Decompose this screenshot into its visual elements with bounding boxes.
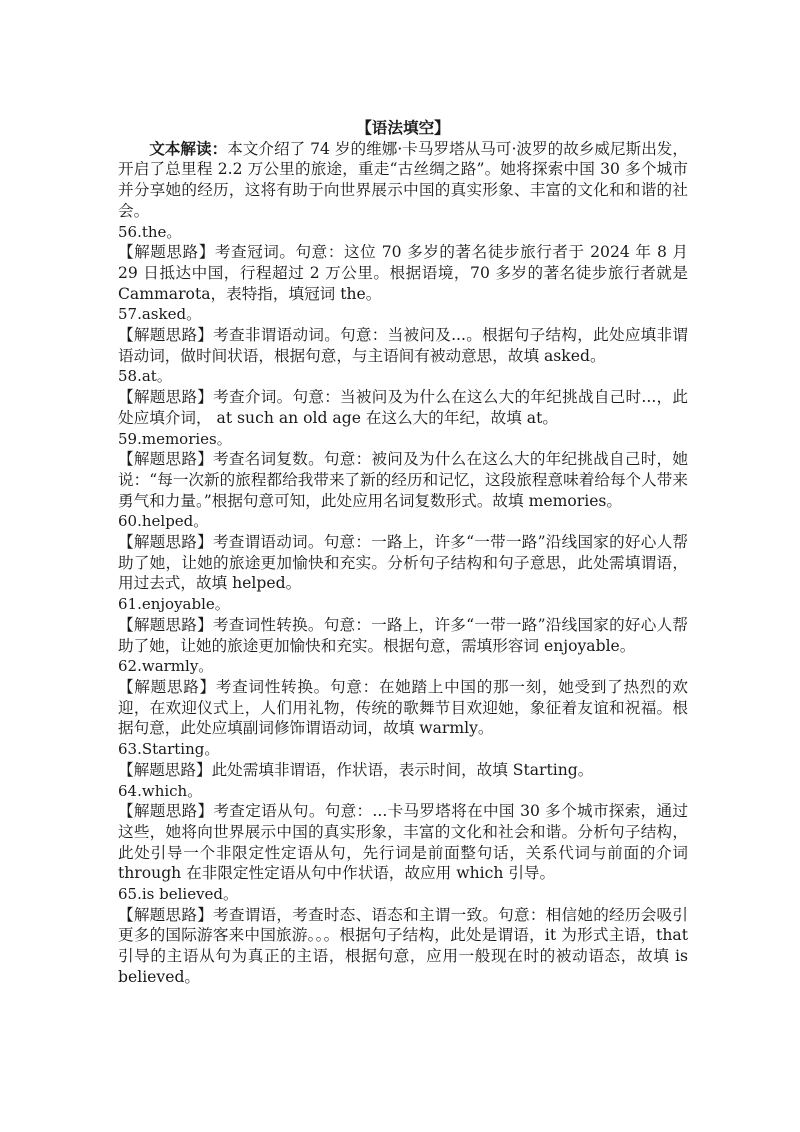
answer-explanation: 【解题思路】考查介词。句意：当被问及为什么在这么大的年纪挑战自己时...，此处应填介词， at such an old age 在这么大的年纪，故填 at。 xyxy=(118,388,688,427)
answer-explanation: 【解题思路】考查词性转换。句意：一路上，许多“一带一路”沿线国家的好心人帮助了她，让她的旅途更加愉快和充实。根据句意，需填形容词 enjoyable。 xyxy=(118,615,688,655)
answer-key: 64.which。 xyxy=(118,781,203,800)
answer-key: 57.asked。 xyxy=(118,305,202,324)
answer-item xyxy=(118,366,688,428)
answer-item xyxy=(118,511,688,594)
answer-item xyxy=(118,429,688,512)
answer-key: 61.enjoyable。 xyxy=(118,595,230,614)
answer-explanation: 【解题思路】考查谓语，考查时态、语态和主谓一致。句意：相信她的经历会吸引更多的国际游客来中国旅游。。。根据句子结构，此处是谓语，it 为形式主语，that 引导的主语从句为真正的主语，根据句意，应用一般现在时的被动语态，故填 is believed。 xyxy=(118,905,688,986)
answer-explanation: 【解题思路】考查冠词。句意：这位 70 多岁的著名徒步旅行者于 2024 年 8 月 29 日抵达中国，行程超过 2 万公里。根据语境，70 多岁的著名徒步旅行者就是 Cammarota，表特指，填冠词 the。 xyxy=(118,243,688,303)
answer-explanation: 【解题思路】考查定语从句。句意：...卡马罗塔将在中国 30 多个城市探索，通过这些，她将向世界展示中国的真实形象，丰富的文化和社会和谐。分析句子结构，此处引导一个非限定性定语从句，先行词是前面整句话，关系代词与前面的介词 through 在非限定性定语从句中作状语，故应用 which 引导。 xyxy=(118,802,688,883)
answer-explanation: 【解题思路】考查词性转换。句意：在她踏上中国的那一刻，她受到了热烈的欢迎，在欢迎仪式上，人们用礼物，传统的歌舞节目欢迎她，象征着友谊和祝福。根据句意，此处应填副词修饰谓语动词，故填 warmly。 xyxy=(118,677,688,738)
answer-explanation: 【解题思路】此处需填非谓语，作状语，表示时间，故填 Starting。 xyxy=(118,760,594,779)
answer-key: 60.helped。 xyxy=(118,512,209,531)
answer-key: 62.warmly。 xyxy=(118,657,214,676)
answer-item xyxy=(118,304,688,366)
answer-key: 63.Starting。 xyxy=(118,740,220,759)
answer-item xyxy=(118,884,688,988)
answer-key: 65.is believed。 xyxy=(118,885,239,904)
answer-key: 56.the。 xyxy=(118,222,182,241)
answer-item xyxy=(118,222,688,305)
intro-paragraph xyxy=(118,139,688,222)
answer-item xyxy=(118,739,688,780)
answer-explanation: 【解题思路】考查非谓语动词。句意：当被问及...。根据句子结构，此处应填非谓语动词，做时间状语，根据句意，与主语间有被动意思，故填 asked。 xyxy=(118,326,688,365)
document-page xyxy=(118,112,688,988)
answer-key: 58.at。 xyxy=(118,367,172,386)
answer-explanation: 【解题思路】考查名词复数。句意：被问及为什么在这么大的年纪挑战自己时，她说：“每一次新的旅程都给我带来了新的经历和记忆，这段旅程意味着给每个人带来勇气和力量。”根据句意可知，此处应用名词复数形式。故填 memories。 xyxy=(118,450,688,510)
answer-item xyxy=(118,781,688,885)
answer-key: 59.memories。 xyxy=(118,429,232,448)
answer-item xyxy=(118,594,688,656)
answer-item xyxy=(118,656,688,739)
intro-label: 文本解读： xyxy=(149,138,228,158)
section-title: 【语法填空】 xyxy=(356,118,450,137)
intro-text: 本文介绍了 74 岁的维娜·卡马罗塔从马可·波罗的故乡威尼斯出发，开启了总里程 2.2 万公里的旅途，重走“古丝绸之路”。她将探索中国 30 多个城市并分享她的经历，这将有助于向世界展示中国的真实形象、丰富的文化和和谐的社会。 xyxy=(118,139,688,220)
answer-explanation: 【解题思路】考查谓语动词。句意：一路上，许多“一带一路”沿线国家的好心人帮助了她，让她的旅途更加愉快和充实。分析句子结构和句子意思，此处需填谓语，用过去式，故填 helped。 xyxy=(118,533,688,593)
